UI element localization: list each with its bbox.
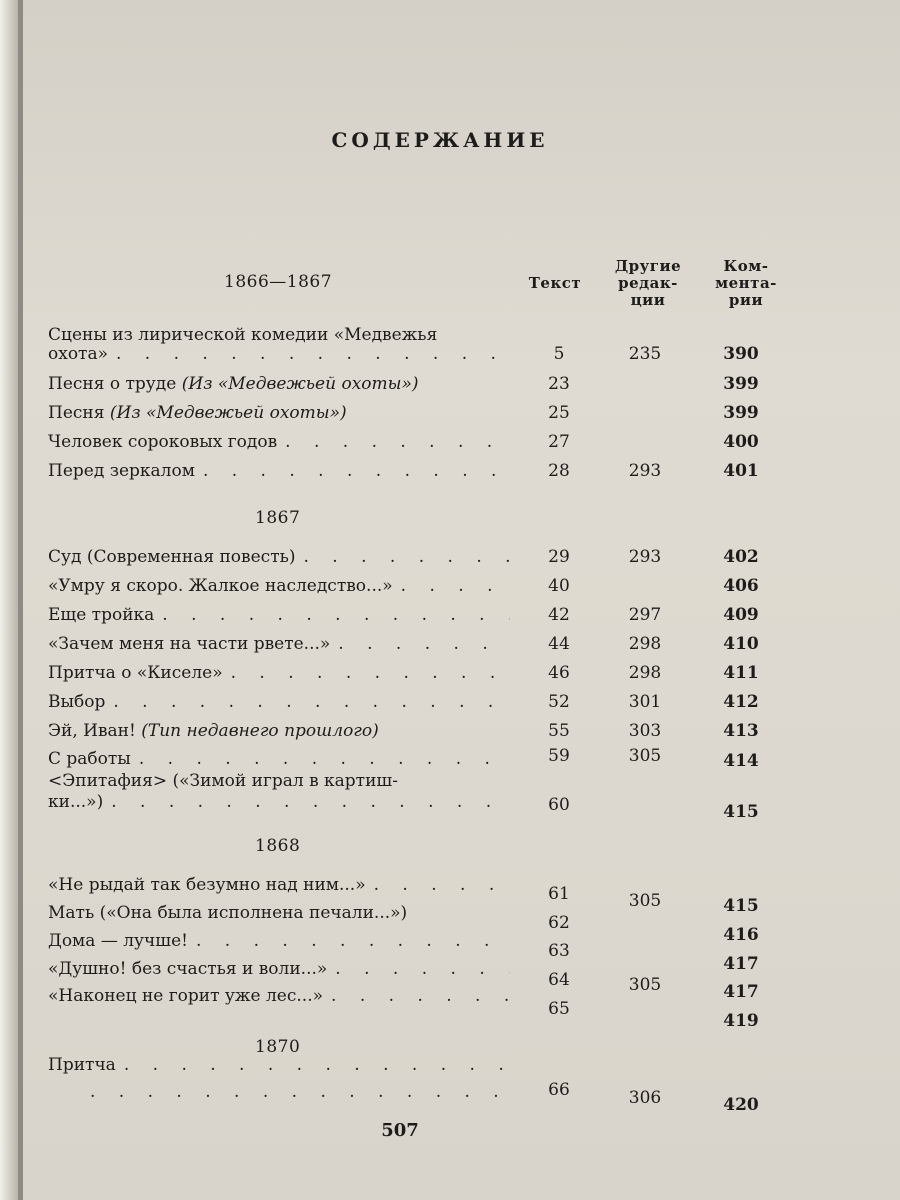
leader-dots [113, 692, 510, 712]
page-other: 305 [628, 891, 662, 911]
column-header-other-line-2: редак- [618, 274, 678, 292]
column-header-other-line-1: Другие [614, 257, 682, 275]
column-header-other-editions [606, 258, 690, 309]
entry-title: Песня (Из «Медвежьей охоты») [48, 403, 347, 423]
leader-dots [90, 1082, 510, 1102]
page-other: 235 [628, 344, 662, 364]
page-text: 40 [548, 576, 570, 596]
entry-title: охота» [48, 344, 108, 364]
leader-dots [139, 749, 510, 769]
toc-entry [48, 344, 510, 370]
leader-dots [124, 1055, 510, 1075]
toc-entry [48, 721, 510, 747]
page-text: 61 [548, 884, 570, 904]
entry-title: С работы [48, 749, 131, 769]
leader-dots [331, 986, 510, 1006]
entry-title-line: Сцены из лирической комедии «Медвежья [48, 325, 438, 345]
page-other: 305 [628, 975, 662, 995]
entry-title: Эй, Иван! (Тип недавнего прошлого) [48, 721, 379, 741]
page-text: 44 [548, 634, 570, 654]
page-text: 66 [548, 1080, 570, 1100]
column-header-text: Текст [528, 274, 582, 292]
toc-entry [48, 547, 510, 573]
entry-title: Мать («Она была исполнена печали...») [48, 903, 408, 923]
page-other: 303 [628, 721, 662, 741]
page-number: 507 [381, 1120, 419, 1141]
toc-entry [48, 605, 510, 631]
toc-entry [48, 875, 510, 901]
section-year: 1868 [255, 836, 301, 856]
toc-entry [48, 461, 510, 487]
page-text: 64 [548, 970, 570, 990]
entry-title: Дома — лучше! [48, 931, 188, 951]
toc-entry [48, 792, 510, 818]
leader-dots [196, 931, 510, 951]
entry-title: «Наконец не горит уже лес...» [48, 986, 324, 1006]
entry-title: Притча о «Киселе» [48, 663, 223, 683]
page-text: 60 [548, 795, 570, 815]
leader-dots [231, 663, 510, 683]
leader-dots [285, 432, 510, 452]
toc-entry [48, 432, 510, 458]
section-year: 1867 [255, 508, 301, 528]
toc-entry [48, 931, 510, 957]
page-comments: 415 [723, 802, 759, 822]
entry-title: Песня о труде (Из «Медвежьей охоты») [48, 374, 419, 394]
entry-title: Перед зеркалом [48, 461, 195, 481]
leader-dots [335, 959, 510, 979]
page-comments: 401 [723, 461, 759, 481]
page-other: 301 [628, 692, 662, 712]
page-other: 297 [628, 605, 662, 625]
leader-dots [162, 605, 510, 625]
toc-entry [48, 959, 510, 985]
page-comments: 419 [723, 1011, 759, 1031]
entry-title: Еще тройка [48, 605, 155, 625]
entry-title: «Душно! без счастья и воли...» [48, 959, 328, 979]
page-text: 52 [548, 692, 570, 712]
page-text: 28 [548, 461, 570, 481]
page-text: 65 [548, 999, 570, 1019]
page-text: 59 [548, 746, 570, 766]
leader-dots [401, 576, 510, 596]
page-comments: 417 [723, 954, 759, 974]
page-comments: 415 [723, 896, 759, 916]
toc-entry [48, 634, 510, 660]
entry-title: Выбор [48, 692, 106, 712]
page-other: 298 [628, 663, 662, 683]
page-comments: 417 [723, 982, 759, 1002]
page-text: 55 [548, 721, 570, 741]
page-text: 42 [548, 605, 570, 625]
entry-title: «Не рыдай так безумно над ним...» [48, 875, 366, 895]
leader-dots [374, 875, 510, 895]
leader-dots [111, 792, 510, 812]
page-text: 25 [548, 403, 570, 423]
page-comments: 411 [723, 663, 759, 683]
toc-entry [48, 374, 510, 400]
page-other: 293 [628, 461, 662, 481]
page-comments: 410 [723, 634, 759, 654]
toc-entry [48, 1055, 510, 1081]
toc-entry [48, 663, 510, 689]
column-header-comm-line-2: мента- [715, 274, 777, 292]
page-comments: 390 [723, 344, 759, 364]
page-title: СОДЕРЖАНИЕ [331, 128, 549, 152]
leader-dots [304, 547, 511, 567]
entry-title: «Умру я скоро. Жалкое наследство...» [48, 576, 393, 596]
page-other: 293 [628, 547, 662, 567]
page-other: 305 [628, 746, 662, 766]
leader-dots-continuation [90, 1082, 510, 1108]
column-header-comments [706, 258, 786, 309]
entry-title: Человек сороковых годов [48, 432, 278, 452]
page-comments: 409 [723, 605, 759, 625]
section-year: 1870 [255, 1037, 301, 1057]
entry-title: Притча [48, 1055, 116, 1075]
page-comments: 414 [723, 751, 759, 771]
leader-dots [116, 344, 510, 364]
column-header-comm-line-1: Ком- [723, 257, 769, 275]
entry-title: «Зачем меня на части рвете...» [48, 634, 331, 654]
page-text: 27 [548, 432, 570, 452]
page-other: 306 [628, 1088, 662, 1108]
page-comments: 412 [723, 692, 759, 712]
page-comments: 402 [723, 547, 759, 567]
toc-entry [48, 692, 510, 718]
leader-dots [203, 461, 510, 481]
page-comments: 413 [723, 721, 759, 741]
page-text: 62 [548, 913, 570, 933]
entry-title-line: <Эпитафия> («Зимой играл в картиш- [48, 771, 398, 791]
toc-entry [48, 903, 510, 929]
toc-entry [48, 576, 510, 602]
entry-title: ки...») [48, 792, 104, 812]
leader-dots [338, 634, 510, 654]
page-comments: 399 [723, 374, 759, 394]
page-comments: 420 [723, 1095, 759, 1115]
page-text: 63 [548, 941, 570, 961]
page-comments: 416 [723, 925, 759, 945]
toc-entry [48, 986, 510, 1012]
page-comments: 406 [723, 576, 759, 596]
page-text: 23 [548, 374, 570, 394]
page-comments: 399 [723, 403, 759, 423]
section-year: 1866—1867 [224, 272, 333, 292]
entry-title: Суд (Современная повесть) [48, 547, 296, 567]
page-other: 298 [628, 634, 662, 654]
page-text: 46 [548, 663, 570, 683]
page-text: 29 [548, 547, 570, 567]
column-header-other-line-3: ции [630, 291, 666, 309]
page-text: 5 [553, 344, 565, 364]
page-comments: 400 [723, 432, 759, 452]
toc-entry [48, 403, 510, 429]
column-header-comm-line-3: рии [728, 291, 764, 309]
